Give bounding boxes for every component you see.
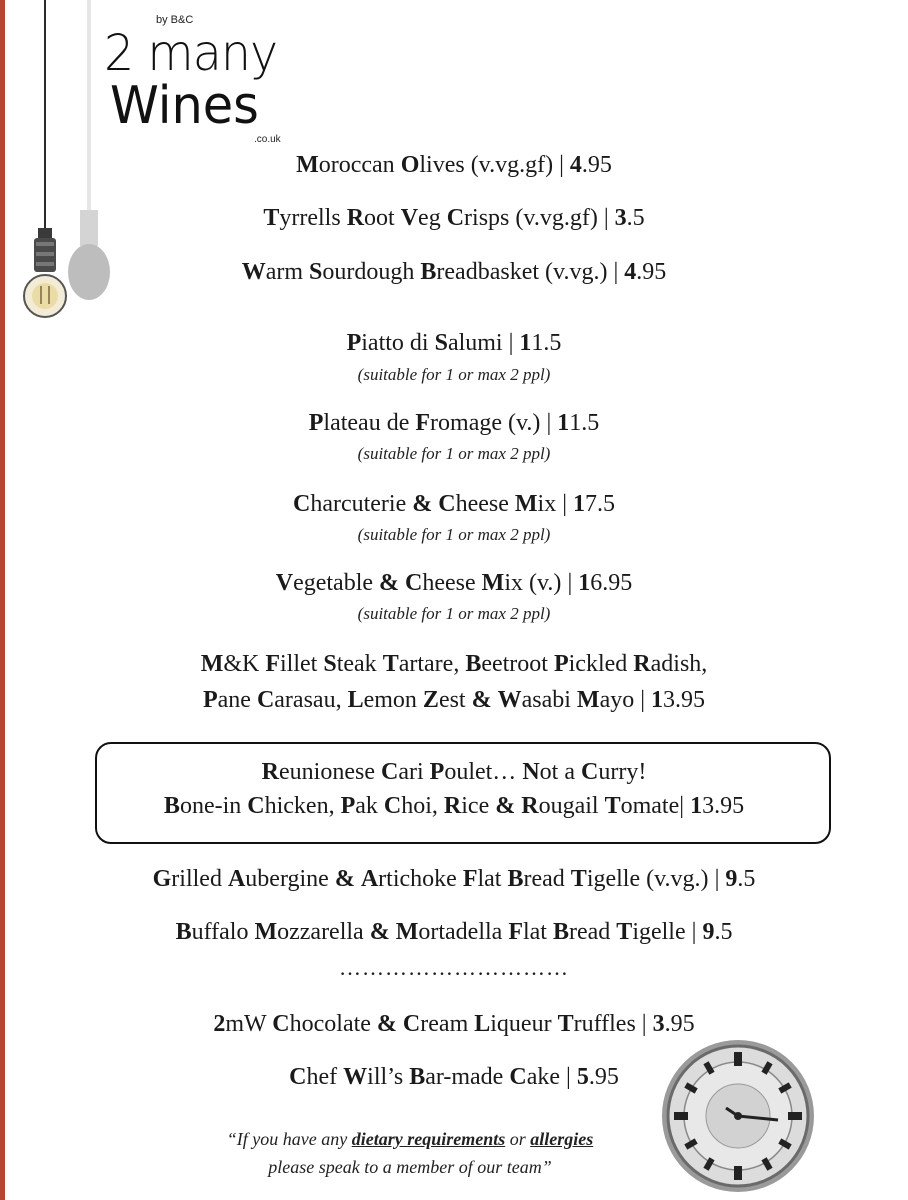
footer-note: [150, 1125, 670, 1181]
footer-pre: “If you have any: [226, 1129, 352, 1149]
menu-item: Piatto di Salumi | 11.5: [346, 330, 562, 356]
menu-item: Charcuterie & Cheese Mix | 17.5: [292, 491, 616, 517]
special-line1: Reunionese Cari Poulet… Not a Curry!: [261, 759, 647, 785]
menu-item: Buffalo Mozzarella & Mortadella Flat Bread Tigelle | 9.5: [175, 919, 733, 945]
menu-item-note: (suitable for 1 or max 2 ppl): [357, 444, 551, 463]
separator: …………………………: [339, 955, 569, 980]
footer-dietary: dietary requirements: [351, 1129, 506, 1149]
dessert-item: Chef Will’s Bar-made Cake | 5.95: [289, 1064, 619, 1090]
hanging-wire: [44, 0, 46, 232]
menu-item-note: (suitable for 1 or max 2 ppl): [357, 604, 551, 623]
clock-icon: [660, 1038, 816, 1194]
menu-item: Vegetable & Cheese Mix (v.) | 16.95: [275, 570, 633, 596]
menu-item-note: (suitable for 1 or max 2 ppl): [357, 365, 551, 384]
footer-line2: please speak to a member of our team”: [268, 1157, 552, 1177]
wire-shadow: [87, 0, 91, 215]
brand-line2: Wines: [110, 76, 259, 136]
menu-item: Grilled Aubergine & Artichoke Flat Bread Tigelle (v.vg.) | 9.5: [152, 866, 756, 892]
brand-line1: 2 many: [104, 24, 278, 82]
menu-item: Moroccan Olives (v.vg.gf) | 4.95: [296, 152, 612, 178]
menu-item: Plateau de Fromage (v.) | 11.5: [308, 410, 600, 436]
menu-item-note: (suitable for 1 or max 2 ppl): [357, 525, 551, 544]
brand-by: by B&C: [156, 14, 194, 26]
brand-logo: [104, 14, 314, 144]
menu-item: Tyrrells Root Veg Crisps (v.vg.gf) | 3.5: [263, 205, 645, 231]
dessert-item: 2mW Chocolate & Cream Liqueur Truffles | 3.95: [213, 1011, 695, 1037]
footer-mid: or: [505, 1129, 531, 1149]
menu-item: M&K Fillet Steak Tartare, Beetroot Pickled Radish,: [200, 651, 708, 677]
brand-domain: .co.uk: [254, 134, 281, 145]
footer-allergies: allergies: [530, 1129, 594, 1149]
special-line2: Bone-in Chicken, Pak Choi, Rice & Rougail Tomate| 13.95: [163, 793, 745, 819]
menu-item: Warm Sourdough Breadbasket (v.vg.) | 4.95: [241, 259, 667, 285]
menu-item: Pane Carasau, Lemon Zest & Wasabi Mayo | 13.95: [202, 687, 706, 713]
